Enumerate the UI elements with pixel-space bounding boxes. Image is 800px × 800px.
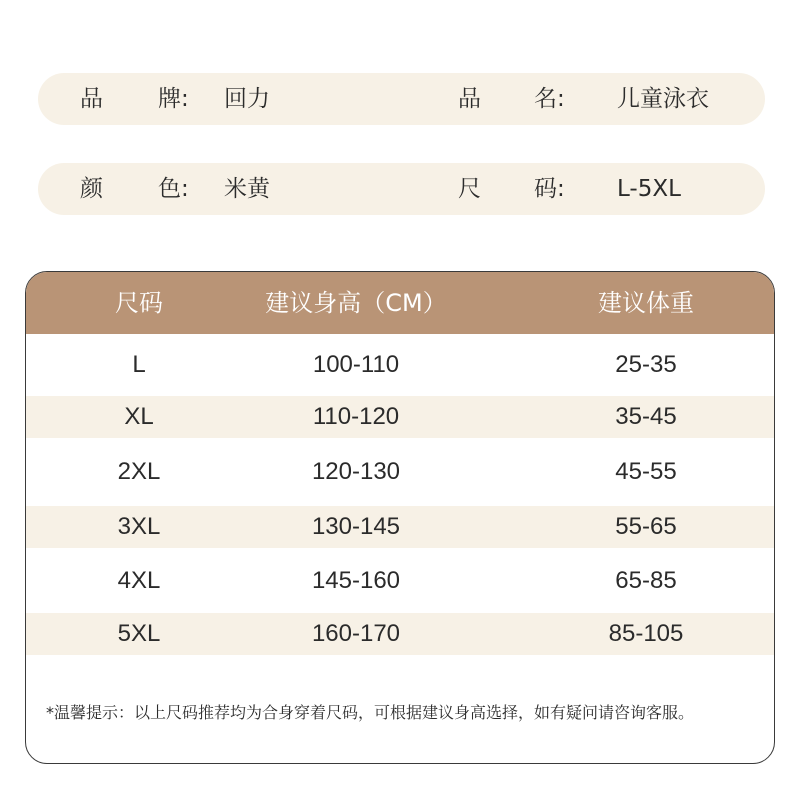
weight-cell: 65-85 <box>615 566 677 594</box>
brand-label-char-1: 品 <box>80 86 103 112</box>
size-label-char-1: 尺 <box>458 176 481 202</box>
size-cell: XL <box>124 403 154 430</box>
size-label-char-2: 码: <box>534 176 565 202</box>
size-table-header <box>26 272 774 334</box>
size-cell: 3XL <box>117 513 161 540</box>
weight-cell: 45-55 <box>615 458 677 485</box>
size-cell: 2XL <box>117 458 161 485</box>
weight-cell: 85-105 <box>608 620 684 647</box>
table-row <box>26 548 774 613</box>
table-row <box>26 334 774 396</box>
size-cell: 5XL <box>117 620 161 647</box>
height-cell: 145-160 <box>311 566 401 594</box>
size-tip-note: *温馨提示：以上尺码推荐均为合身穿着尺码，可根据建议身高选择，如有疑问请咨询客服。 <box>46 703 695 722</box>
brand-label-char-2: 牌: <box>158 86 189 112</box>
size-chart-card <box>25 271 775 764</box>
name-label-char-1: 品 <box>458 86 481 112</box>
size-cell: L <box>132 351 146 378</box>
color-value: 米黄 <box>224 176 270 202</box>
height-cell: 120-130 <box>311 458 401 485</box>
height-cell: 130-145 <box>311 513 401 540</box>
product-info-bar-brand-name <box>38 73 765 125</box>
header-size: 尺码 <box>115 289 163 317</box>
color-label-char-2: 色: <box>158 176 189 202</box>
weight-cell: 35-45 <box>615 403 677 430</box>
size-cell: 4XL <box>117 566 161 594</box>
header-weight: 建议体重 <box>598 289 694 317</box>
name-value: 儿童泳衣 <box>617 86 709 112</box>
table-row <box>26 438 774 506</box>
name-label-char-2: 名: <box>534 86 565 112</box>
header-height: 建议身高（CM） <box>265 289 447 317</box>
height-cell: 100-110 <box>312 351 400 378</box>
table-row <box>26 613 774 655</box>
weight-cell: 55-65 <box>615 513 677 540</box>
height-cell: 110-120 <box>312 403 400 430</box>
size-value: L-5XL <box>617 176 681 202</box>
brand-value: 回力 <box>224 86 270 112</box>
height-cell: 160-170 <box>311 620 401 647</box>
table-row <box>26 506 774 548</box>
table-row <box>26 396 774 438</box>
product-info-bar-color-size <box>38 163 765 215</box>
weight-cell: 25-35 <box>615 351 677 378</box>
color-label-char-1: 颜 <box>80 176 103 202</box>
